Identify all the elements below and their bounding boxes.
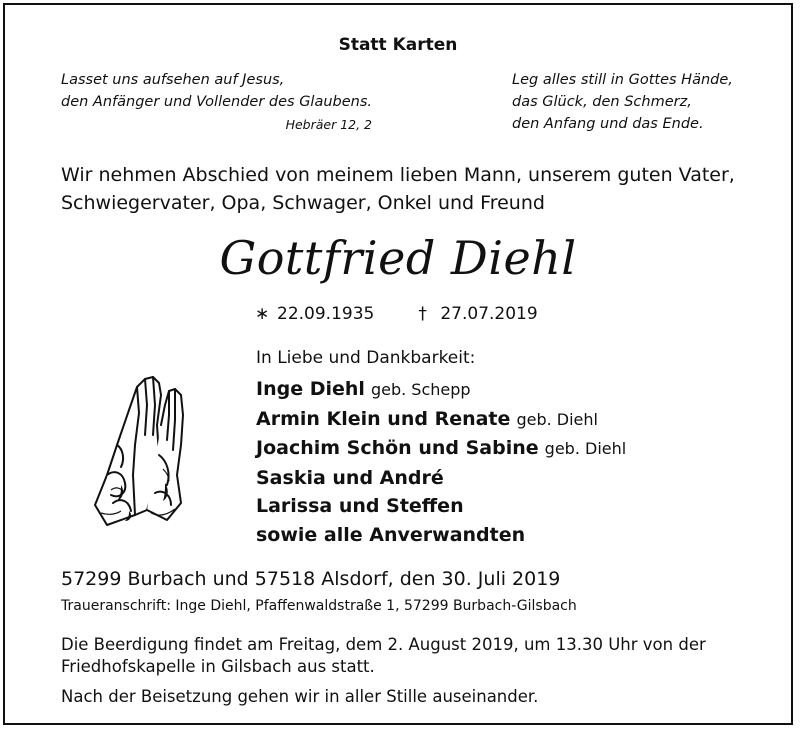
intro-line: Wir nehmen Abschied von meinem lieben Mann, unserem guten Vater, (61, 164, 735, 186)
verse-left-line: Lasset uns aufsehen auf Jesus, (61, 72, 285, 88)
life-dates (255, 304, 538, 324)
list-item (256, 434, 626, 464)
praying-hands-icon (77, 365, 197, 535)
mourners-list (256, 375, 626, 549)
mourning-address: Traueranschrift: Inge Diehl, Pfaffenwaldstraße 1, 57299 Burbach-Gilsbach (61, 598, 577, 614)
mourner-name: Joachim Schön und Sabine (256, 437, 539, 459)
verse-reference: Hebräer 12, 2 (285, 117, 373, 132)
mourner-note: geb. Diehl (544, 439, 627, 458)
mourner-name: Saskia und André (256, 466, 444, 489)
intro-line: Schwiegervater, Opa, Schwager, Onkel und Freund (61, 192, 545, 214)
deceased-name: Gottfried Diehl (219, 231, 577, 285)
mourner-note: geb. Schepp (370, 380, 471, 399)
mourner-name: Larissa und Steffen (256, 495, 464, 517)
birth-star-icon: ∗ (255, 304, 270, 324)
funeral-info (61, 634, 706, 678)
mourner-note: geb. Diehl (516, 409, 598, 429)
verse-right-line: das Glück, den Schmerz, (512, 94, 692, 110)
mourner-name: sowie alle Anverwandten (256, 523, 526, 546)
verse-left (61, 69, 372, 136)
closing-note: Nach der Beisetzung gehen wir in aller Stille auseinander. (61, 687, 539, 706)
death-date: 27.07.2019 (440, 304, 538, 324)
verse-right (512, 69, 733, 135)
list-item (256, 521, 626, 550)
funeral-line: Friedhofskapelle in Gilsbach aus statt. (61, 657, 375, 676)
verse-left-line: den Anfänger und Vollender des Glaubens. (61, 94, 373, 110)
verse-right-line: Leg alles still in Gottes Hände, (512, 72, 733, 88)
list-item (256, 492, 626, 521)
intro-text (61, 161, 735, 217)
funeral-line: Die Beerdigung findet am Freitag, dem 2. August 2019, um 13.30 Uhr von der (61, 635, 706, 654)
death-cross-icon: † (418, 304, 427, 324)
birth-date: 22.09.1935 (277, 304, 375, 324)
mourner-name: Armin Klein und Renate (256, 407, 511, 430)
header-title: Statt Karten (338, 35, 458, 55)
mourner-name: Inge Diehl (256, 378, 365, 400)
mourners-lead: In Liebe und Dankbarkeit: (256, 348, 476, 368)
obituary-notice (3, 3, 793, 725)
list-item (256, 405, 626, 435)
place-date: 57299 Burbach und 57518 Alsdorf, den 30. Juli 2019 (61, 568, 561, 590)
verse-right-line: den Anfang und das Ende. (512, 116, 704, 132)
list-item (256, 375, 626, 405)
list-item (256, 464, 626, 493)
